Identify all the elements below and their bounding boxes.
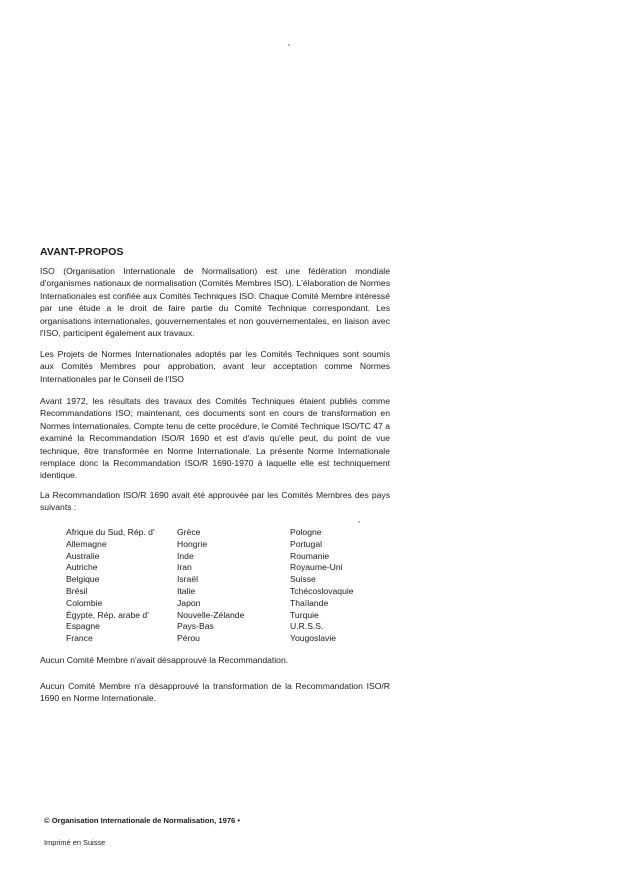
country-item: Brésil — [66, 585, 88, 596]
country-item: Israël — [177, 574, 199, 585]
country-item: Suisse — [290, 574, 316, 585]
paragraph-approval-intro: La Recommandation ISO/R 1690 avait été approuvée par les Comités Membres des pays suivants : — [40, 490, 390, 513]
country-item: Tchécoslovaquie — [290, 585, 354, 596]
country-item: Nouvelle-Zélande — [177, 609, 245, 620]
country-item: Autriche — [66, 562, 98, 573]
country-item: Thaïlande — [290, 597, 329, 608]
country-item: Belgique — [66, 574, 100, 585]
paragraph-iso-intro: ISO (Organisation Internationale de Normalisation) est une fédération mondiale d'organismes nationaux de normalisation (Comités Membres ISO). L'élaboration de Normes Internationales est confiée aux Comités Techniques ISO. Chaque Comité Membre intéressé par une étude a le droit de faire partie du Comité Technique correspondant. Les organisations internationales, gouvernementales et non gouvernementales, en liaison avec l'ISO, participent également aux travaux. — [40, 266, 390, 339]
country-item: Roumanie — [290, 550, 330, 561]
country-item: Afrique du Sud, Rép. d' — [66, 527, 155, 537]
country-item: Portugal — [290, 538, 323, 549]
countries-column-2 — [177, 527, 297, 645]
paragraph-transformation: Aucun Comité Membre n'a désapprouvé la transformation de la Recommandation ISO/R 1690 en Norme Internationale. — [40, 681, 390, 704]
country-item: Yougoslavie — [290, 633, 337, 644]
scan-speck — [288, 44, 290, 46]
country-item: Pologne — [290, 527, 322, 537]
country-item: Allemagne — [66, 538, 107, 549]
paragraph-history: Avant 1972, les résultats des travaux des Comités Techniques étaient publiés comme Recommandations ISO; maintenant, ces documents sont en cours de transformation en Normes Internationales. Compte tenu de cette procédure, le Comité Technique ISO/TC 47 a examiné la Recommandation ISO/R 1690 et est d'avis qu'elle peut, du point de vue technique, être transformée en Norme Internationale. La présente Norme Internationale remplace donc la Recommandation ISO/R 1690-1970 à laquelle elle est techniquement identique. — [40, 396, 390, 481]
country-item: Inde — [177, 550, 194, 561]
countries-column-3 — [290, 527, 410, 645]
country-item: Japon — [177, 597, 201, 608]
country-item: France — [66, 633, 93, 644]
country-item: Égypte, Rép. arabe d' — [66, 609, 149, 620]
country-item: Iran — [177, 562, 192, 573]
countries-column-1 — [66, 527, 186, 645]
printed-in-line: Imprimé en Suisse — [44, 838, 106, 847]
country-item: Espagne — [66, 621, 100, 632]
paragraph-no-disapproval: Aucun Comité Membre n'avait désapprouvé la Recommandation. — [40, 655, 289, 665]
country-item: Australie — [66, 550, 100, 561]
foreword-heading: AVANT-PROPOS — [40, 246, 124, 258]
country-item: Grèce — [177, 527, 201, 537]
copyright-line: © Organisation Internationale de Normalisation, 1976 • — [44, 816, 241, 825]
country-item: U.R.S.S. — [290, 621, 324, 632]
paragraph-draft-approval: Les Projets de Normes Internationales adoptés par les Comités Techniques sont soumis aux Comités Membres pour approbation, avant leur acceptation comme Normes Internationales par le Conseil de l'ISO — [40, 349, 390, 384]
country-item: Italie — [177, 585, 196, 596]
country-item: Pérou — [177, 633, 200, 644]
country-item: Colombie — [66, 597, 103, 608]
country-item: Hongrie — [177, 538, 208, 549]
country-item: Royaume-Uni — [290, 562, 343, 573]
country-item: Turquie — [290, 609, 319, 620]
country-item: Pays-Bas — [177, 621, 214, 632]
scan-speck — [358, 521, 360, 523]
